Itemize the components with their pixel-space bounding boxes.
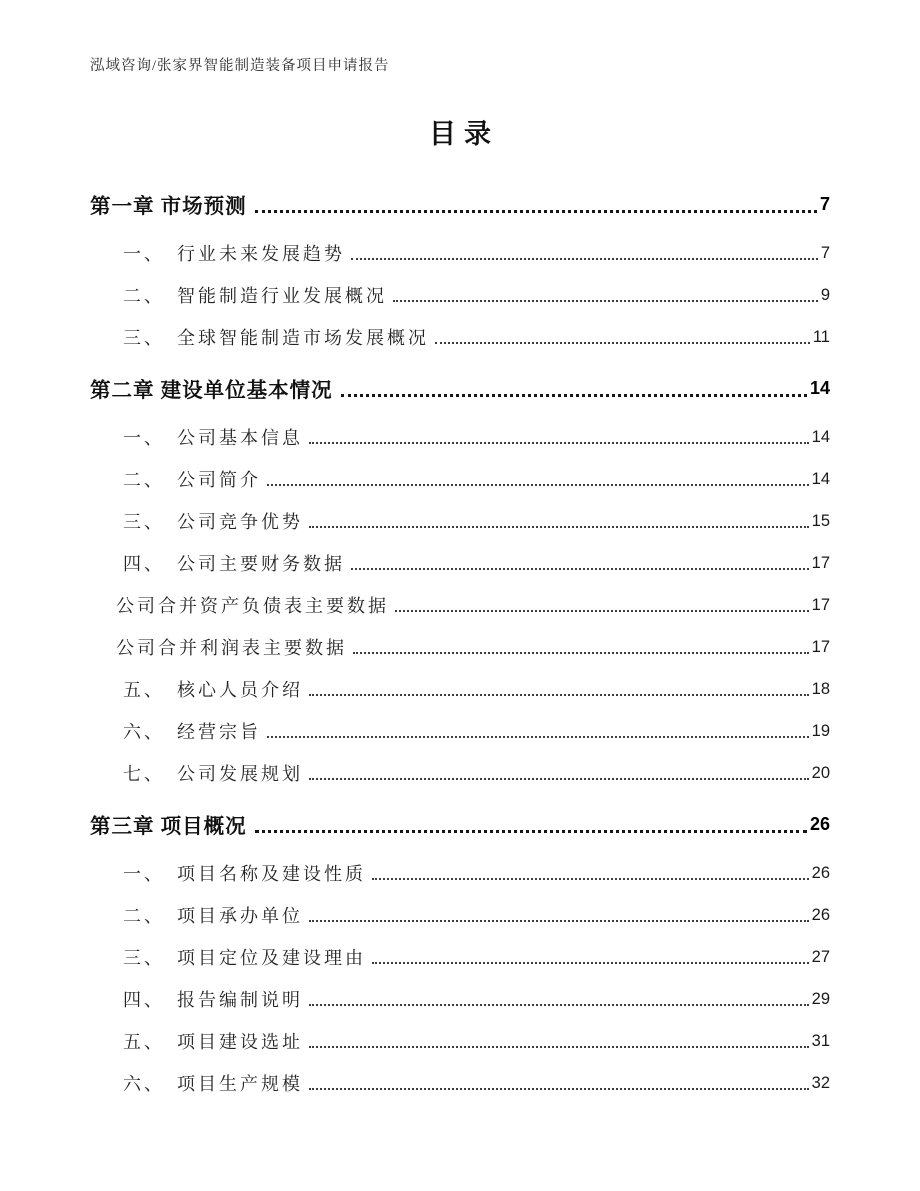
- dotted-leader: [255, 829, 807, 833]
- item-label: 项目定位及建设理由: [177, 948, 366, 968]
- toc-item-2-1[interactable]: [90, 416, 830, 458]
- toc-item-2-5[interactable]: [90, 584, 830, 626]
- item-number: 七、: [123, 764, 165, 784]
- toc-item-2-6[interactable]: [90, 626, 830, 668]
- item-label: 报告编制说明: [177, 990, 303, 1010]
- item-label: 公司基本信息: [177, 428, 303, 448]
- toc-item-1-1[interactable]: [90, 232, 830, 274]
- toc-item-3-1[interactable]: [90, 852, 830, 894]
- dotted-leader: [351, 257, 818, 260]
- dotted-leader: [435, 341, 810, 344]
- item-label: 智能制造行业发展概况: [177, 286, 387, 306]
- dotted-leader: [309, 1045, 809, 1048]
- item-number: 三、: [123, 948, 165, 968]
- dotted-leader: [267, 735, 809, 738]
- toc-item-3-2[interactable]: [90, 894, 830, 936]
- item-number: 五、: [123, 680, 165, 700]
- document-header: 泓域咨询/张家界智能制造装备项目申请报告: [90, 58, 390, 74]
- item-label: 项目承办单位: [177, 906, 303, 926]
- chapter-label: 第一章 市场预测: [90, 196, 247, 218]
- dotted-leader: [395, 609, 809, 612]
- dotted-leader: [267, 483, 809, 486]
- dotted-leader: [309, 1003, 809, 1006]
- dotted-leader: [309, 693, 809, 696]
- page-number: 20: [811, 763, 830, 782]
- toc-chapter-1[interactable]: [90, 184, 830, 224]
- item-label: 公司竞争优势: [177, 512, 303, 532]
- item-number: 三、: [123, 328, 165, 348]
- page-number: 14: [811, 427, 830, 446]
- item-label: 行业未来发展趋势: [177, 244, 345, 264]
- dotted-leader: [372, 961, 809, 964]
- table-of-contents: [90, 184, 830, 1104]
- dotted-leader: [341, 393, 807, 397]
- page-number: 18: [811, 679, 830, 698]
- item-number: 六、: [123, 722, 165, 742]
- item-number: 四、: [123, 990, 165, 1010]
- toc-item-2-3[interactable]: [90, 500, 830, 542]
- chapter-label: 第三章 项目概况: [90, 816, 247, 838]
- toc-title: 目录: [429, 119, 499, 149]
- toc-item-3-4[interactable]: [90, 978, 830, 1020]
- item-number: 五、: [123, 1032, 165, 1052]
- toc-item-2-2[interactable]: [90, 458, 830, 500]
- page-number: 26: [809, 813, 830, 834]
- item-label: 项目生产规模: [177, 1074, 303, 1094]
- page-number: 31: [811, 1031, 830, 1050]
- item-number: 六、: [123, 1074, 165, 1094]
- page-number: 7: [820, 243, 830, 262]
- page-number: 17: [811, 553, 830, 572]
- item-label: 公司主要财务数据: [177, 554, 345, 574]
- page-number: 9: [820, 285, 830, 304]
- page-number: 32: [811, 1073, 830, 1092]
- item-number: 一、: [123, 864, 165, 884]
- toc-item-2-7[interactable]: [90, 668, 830, 710]
- page-number: 26: [811, 863, 830, 882]
- toc-item-2-8[interactable]: [90, 710, 830, 752]
- item-label: 公司简介: [177, 470, 261, 490]
- item-label: 项目建设选址: [177, 1032, 303, 1052]
- page-number: 17: [811, 637, 830, 656]
- item-number: 二、: [123, 470, 165, 490]
- item-label: 公司合并利润表主要数据: [116, 638, 347, 658]
- dotted-leader: [393, 299, 818, 302]
- item-label: 核心人员介绍: [177, 680, 303, 700]
- toc-item-3-5[interactable]: [90, 1020, 830, 1062]
- toc-item-1-2[interactable]: [90, 274, 830, 316]
- page-number: 7: [819, 193, 830, 214]
- item-label: 经营宗旨: [177, 722, 261, 742]
- page-number: 14: [811, 469, 830, 488]
- item-number: 一、: [123, 428, 165, 448]
- item-number: 四、: [123, 554, 165, 574]
- dotted-leader: [309, 777, 809, 780]
- page-number: 19: [811, 721, 830, 740]
- toc-item-1-3[interactable]: [90, 316, 830, 358]
- toc-item-2-9[interactable]: [90, 752, 830, 794]
- page-number: 15: [811, 511, 830, 530]
- dotted-leader: [309, 441, 809, 444]
- toc-item-3-6[interactable]: [90, 1062, 830, 1104]
- dotted-leader: [351, 567, 809, 570]
- item-number: 三、: [123, 512, 165, 532]
- page-number: 29: [811, 989, 830, 1008]
- item-number: 一、: [123, 244, 165, 264]
- dotted-leader: [309, 525, 809, 528]
- item-label: 公司合并资产负债表主要数据: [116, 596, 389, 616]
- dotted-leader: [372, 877, 809, 880]
- dotted-leader: [309, 919, 809, 922]
- page-number: 14: [809, 377, 830, 398]
- page-number: 11: [812, 327, 830, 346]
- item-label: 公司发展规划: [177, 764, 303, 784]
- toc-chapter-3[interactable]: [90, 804, 830, 844]
- item-number: 二、: [123, 906, 165, 926]
- page-number: 27: [811, 947, 830, 966]
- toc-item-2-4[interactable]: [90, 542, 830, 584]
- item-number: 二、: [123, 286, 165, 306]
- dotted-leader: [309, 1087, 809, 1090]
- chapter-label: 第二章 建设单位基本情况: [90, 380, 333, 402]
- page-number: 26: [811, 905, 830, 924]
- item-label: 项目名称及建设性质: [177, 864, 366, 884]
- toc-item-3-3[interactable]: [90, 936, 830, 978]
- toc-chapter-2[interactable]: [90, 368, 830, 408]
- dotted-leader: [353, 651, 809, 654]
- dotted-leader: [255, 209, 817, 213]
- page-number: 17: [811, 595, 830, 614]
- item-label: 全球智能制造市场发展概况: [177, 328, 429, 348]
